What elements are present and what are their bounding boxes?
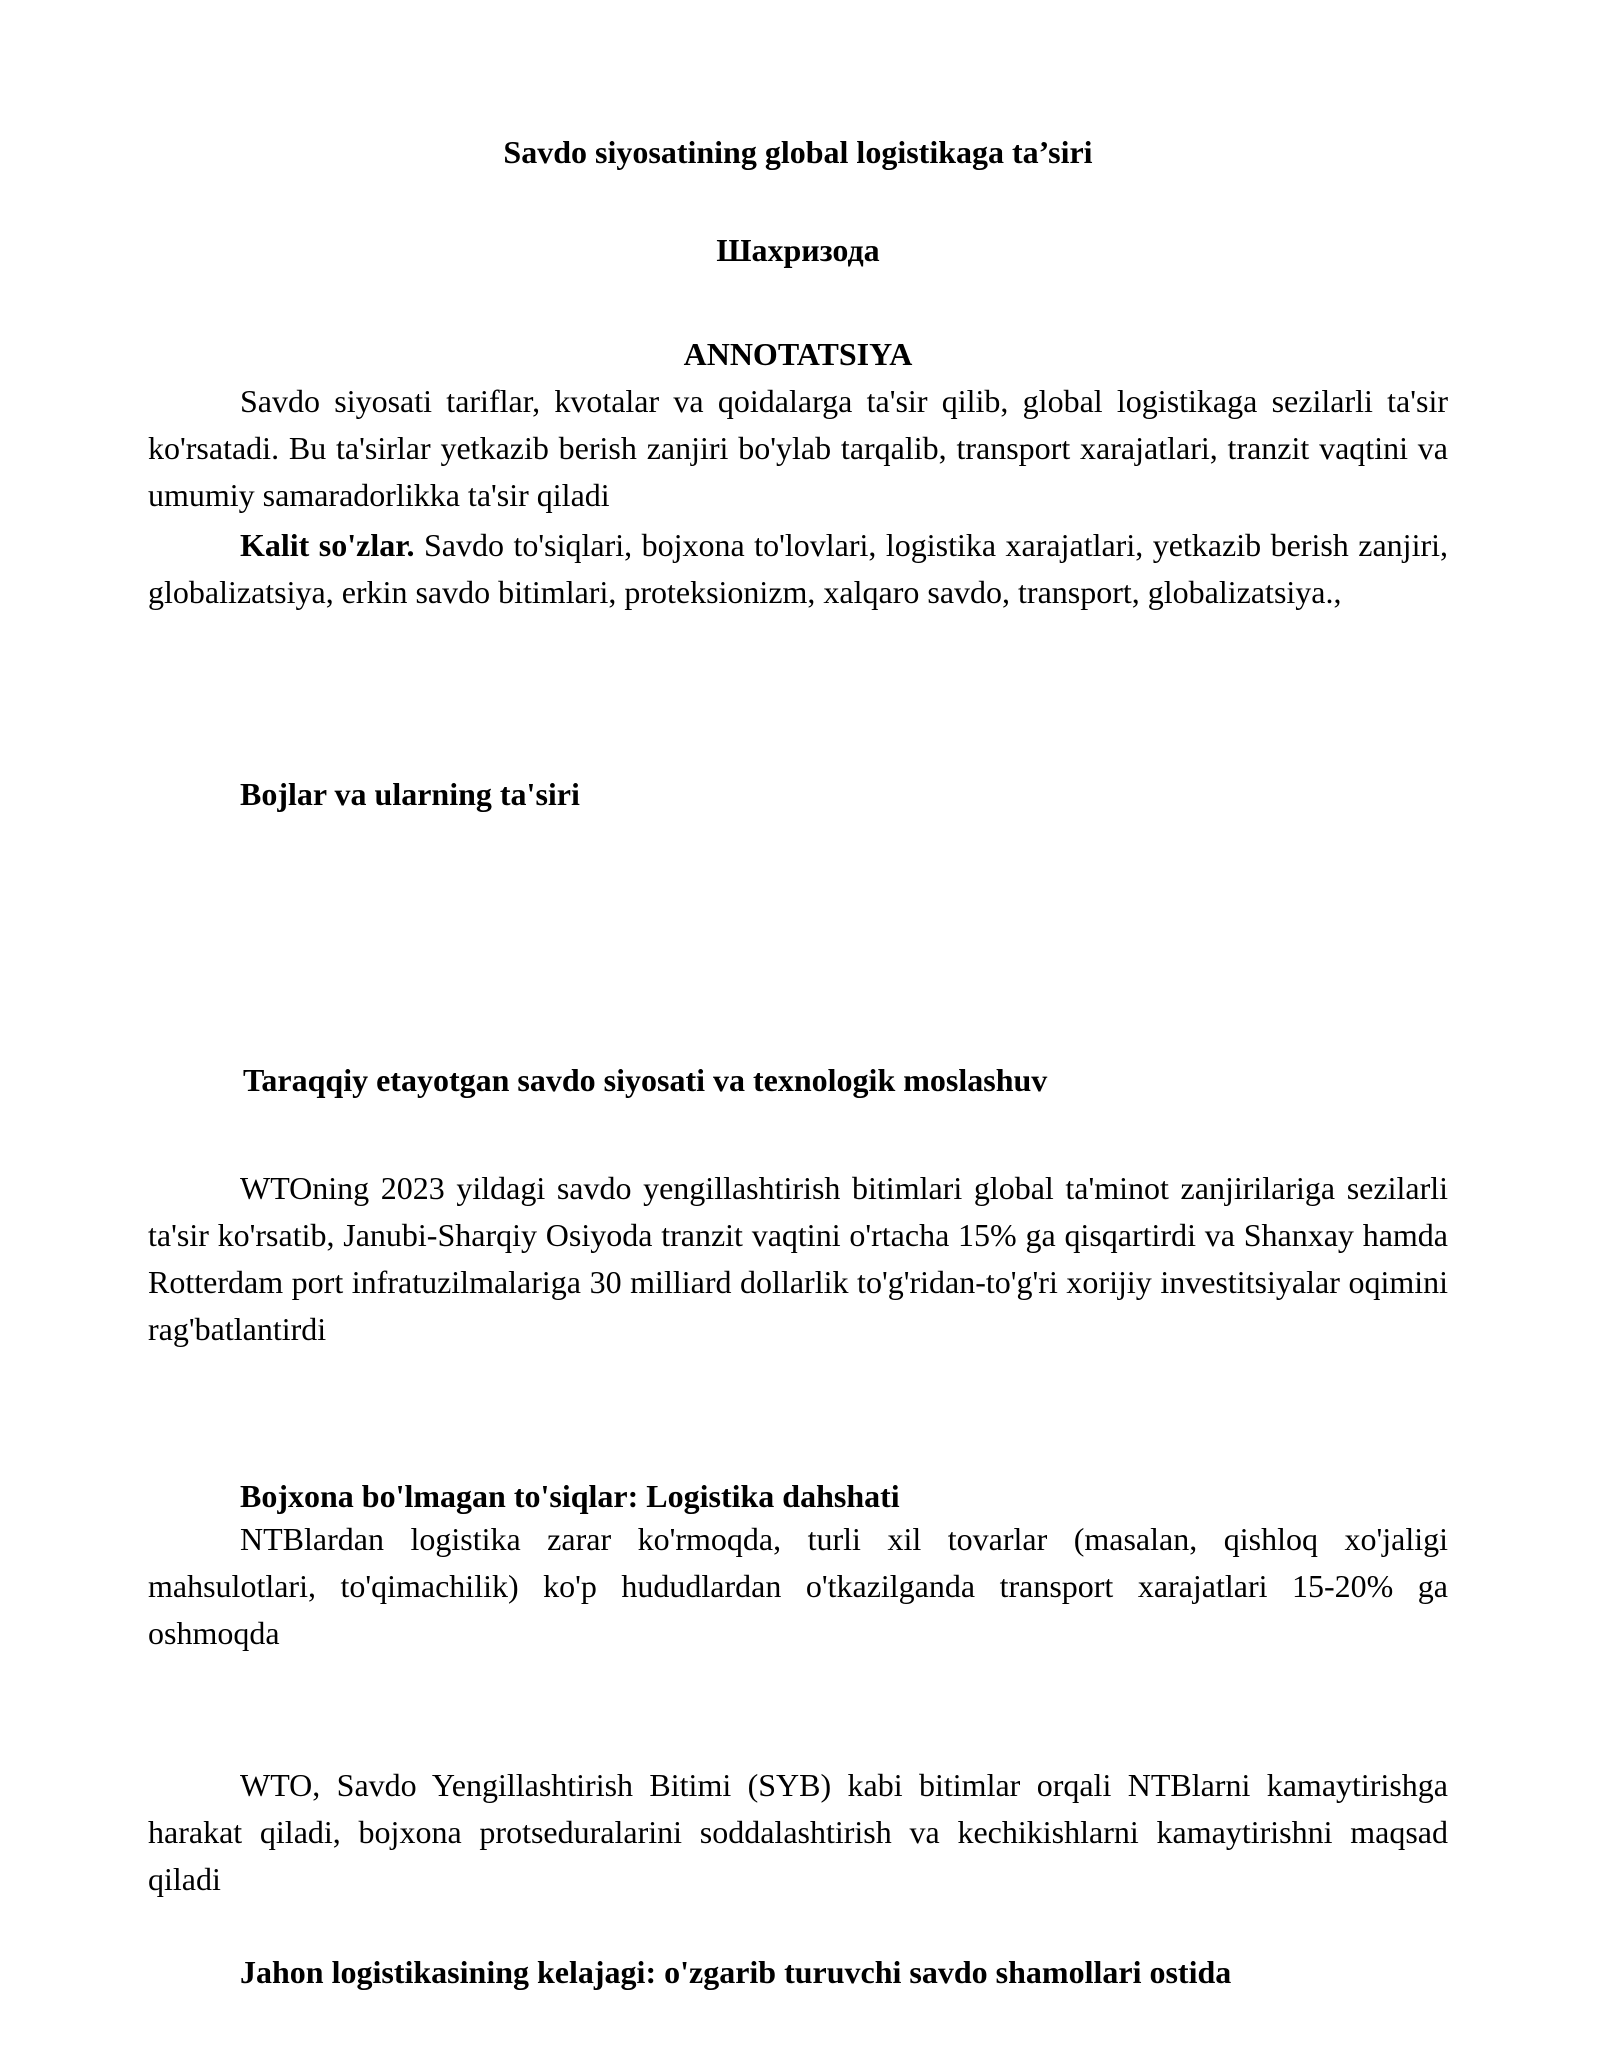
keywords-label: Kalit so'zlar. — [240, 527, 415, 563]
non-tariff-paragraph-1: NTBlardan logistika zarar ko'rmoqda, turli xil tovarlar (masalan, qishloq xo'jaligi mahsulotlari, to'qimachilik) ko'p hududlardan o'tkazilganda transport xarajatlari 15-20% ga oshmoqda — [148, 1521, 1448, 1651]
section-heading-future-logistics: Jahon logistikasining kelajagi: o'zgarib turuvchi savdo shamollari ostida — [240, 1954, 1232, 1990]
document-author: Шахризода — [716, 232, 880, 268]
annotation-heading: ANNOTATSIYA — [683, 336, 913, 372]
annotation-paragraph: Savdo siyosati tariflar, kvotalar va qoidalarga ta'sir qilib, global logistikaga sezilarli ta'sir ko'rsatadi. Bu ta'sirlar yetkazib berish zanjiri bo'ylab tarqalib, transport xarajatlari, tranzit vaqtini va umumiy samaradorlikka ta'sir qiladi — [148, 383, 1448, 513]
section-heading-tariffs: Bojlar va ularning ta'siri — [240, 776, 580, 812]
document-title: Savdo siyosatining global logistikaga ta’siri — [503, 134, 1093, 170]
non-tariff-paragraph-2: WTO, Savdo Yengillashtirish Bitimi (SYB) kabi bitimlar orqali NTBlarni kamaytirishga harakat qiladi, bojxona protseduralarini soddalashtirish va kechikishlarni kamaytirishni maqsad qiladi — [148, 1767, 1448, 1897]
keywords-paragraph — [148, 522, 1448, 616]
section-heading-non-tariff-barriers: Bojxona bo'lmagan to'siqlar: Logistika dahshati — [240, 1478, 900, 1514]
trade-policy-paragraph: WTOning 2023 yildagi savdo yengillashtirish bitimlari global ta'minot zanjirilariga sezilarli ta'sir ko'rsatib, Janubi-Sharqiy Osiyoda tranzit vaqtini o'rtacha 15% ga qisqartirdi va Shanxay hamda Rotterdam port infratuzilmalariga 30 milliard dollarlik to'g'ridan-to'g'ri xorijiy investitsiyalar oqimini rag'batlantirdi — [148, 1170, 1448, 1347]
section-heading-trade-policy: Taraqqiy etayotgan savdo siyosati va texnologik moslashuv — [243, 1062, 1048, 1098]
keywords-text: Savdo to'siqlari, bojxona to'lovlari, logistika xarajatlari, yetkazib berish zanjiri, globalizatsiya, erkin savdo bitimlari, proteksionizm, xalqaro savdo, transport, globalizatsiya., — [148, 527, 1449, 610]
